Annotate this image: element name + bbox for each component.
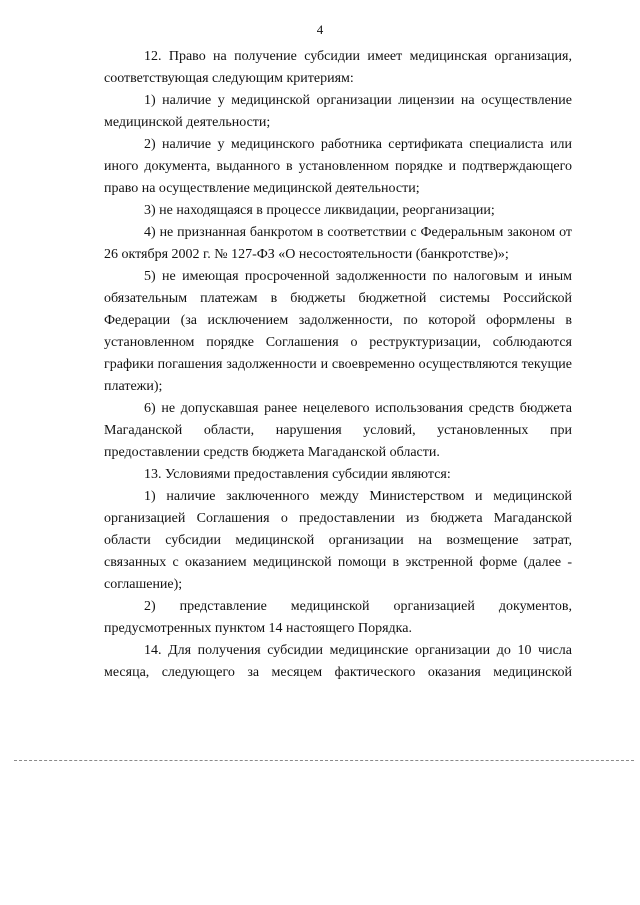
page-number: 4 bbox=[316, 22, 324, 37]
criterion-1: 1) наличие у медицинской организации лицензии на осуществление медицинской деятельности; bbox=[104, 93, 572, 130]
criterion-2: 2) наличие у медицинского работника сертификата специалиста или иного документа, выданного в установленном порядке и подтверждающего право на осуществление медицинской деятельности; bbox=[104, 137, 572, 196]
criterion-4: 4) не признанная банкротом в соответствии с Федеральным законом от 26 октября 2002 г. № 127-ФЗ «О несостоятельности (банкротстве)»; bbox=[104, 225, 572, 262]
condition-2: 2) представление медицинской организацией документов, предусмотренных пунктом 14 настоящего Порядка. bbox=[104, 599, 572, 636]
criterion-3: 3) не находящаяся в процессе ликвидации, реорганизации; bbox=[144, 203, 495, 218]
paragraph-14: 14. Для получения субсидии медицинские организации до 10 числа месяца, следующего за месяцем фактического оказания медицинской bbox=[104, 643, 572, 680]
condition-1: 1) наличие заключенного между Министерством и медицинской организацией Соглашения о предоставлении из бюджета Магаданской области субсидии медицинской организации на возмещение затрат, связанных с оказанием медицинской помощи в экстренной форме (далее - соглашение); bbox=[104, 489, 572, 592]
criterion-5: 5) не имеющая просроченной задолженности по налоговым и иным обязательным платежам в бюджеты бюджетной системы Российской Федерации (за исключением задолженности, по которой оформлены в установленном порядке Соглашения о реструктуризации, соблюдаются графики погашения задолженности и своевременно осуществляются текущие платежи); bbox=[104, 269, 572, 394]
paragraph-13: 13. Условиями предоставления субсидии являются: bbox=[144, 467, 451, 482]
paragraph-12: 12. Право на получение субсидии имеет медицинская организация, соответствующая следующим критериям: bbox=[104, 49, 572, 86]
page-footer-divider bbox=[14, 760, 634, 761]
criterion-6: 6) не допускавшая ранее нецелевого использования средств бюджета Магаданской области, нарушения условий, установленных при предоставлении средств бюджета Магаданской области. bbox=[104, 401, 572, 460]
